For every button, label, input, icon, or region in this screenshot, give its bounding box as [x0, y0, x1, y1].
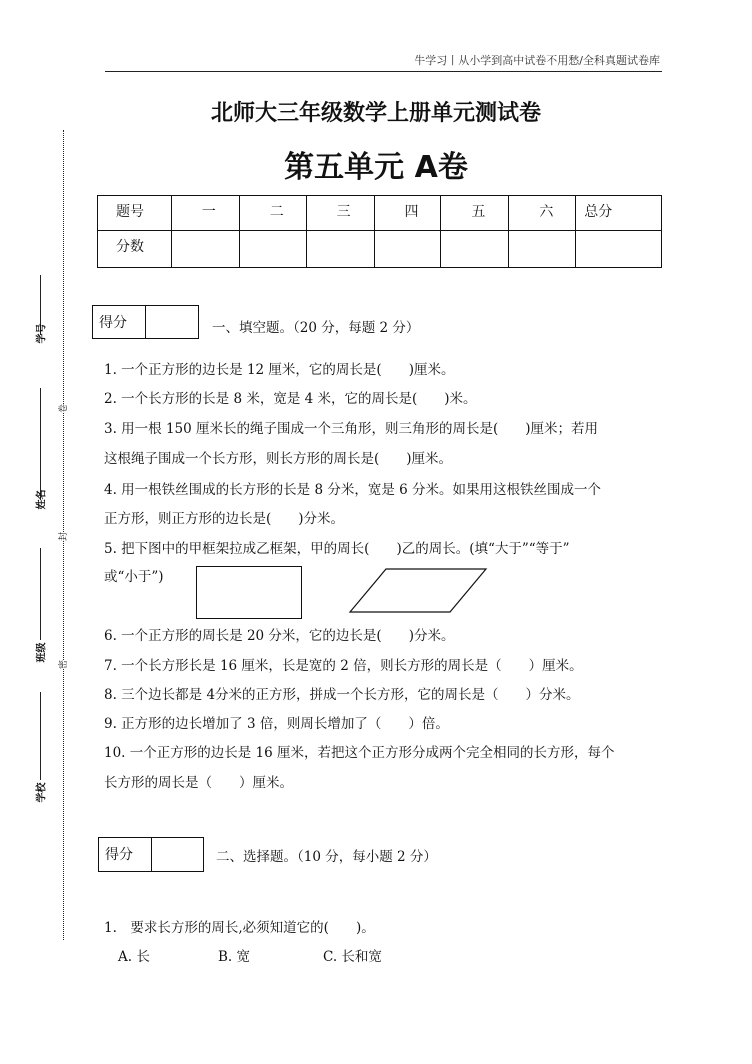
question-line: 正方形，则正方形的边长是( )分米。 — [104, 511, 345, 527]
score-table-cell: 六 — [509, 196, 576, 231]
score-box-label: 得分 — [99, 838, 152, 871]
section-score-box — [92, 305, 199, 339]
option-a: A. 长 — [118, 949, 150, 965]
question-line: 1. 要求长方形的周长,必须知道它的( )。 — [104, 920, 375, 936]
option-b: B. 宽 — [218, 949, 251, 965]
question-line: 9. 正方形的边长增加了 3 倍，则周长增加了（ ）倍。 — [104, 716, 449, 732]
header-divider — [105, 71, 662, 72]
score-table-cell: 总分 — [576, 196, 662, 231]
question-line: 4. 用一根铁丝围成的长方形的长是 8 分米，宽是 6 分米。如果用这根铁丝围成一个 — [104, 482, 602, 498]
score-table-header-row — [98, 196, 662, 231]
school-label: 学校 — [36, 782, 48, 803]
score-table-score-row — [98, 231, 662, 268]
name-label: 姓名 — [36, 489, 48, 510]
option-c: C. 长和宽 — [323, 949, 382, 965]
score-table-cell: 三 — [306, 196, 374, 231]
section-title: 二、选择题。（10 分，每小题 2 分） — [216, 849, 437, 865]
score-blank-cell[interactable] — [441, 231, 509, 268]
score-box-blank[interactable] — [146, 306, 198, 338]
question-line: 这根绳子围成一个长方形，则长方形的周长是( )厘米。 — [104, 451, 453, 467]
question-line: 10. 一个正方形的边长是 16 厘米，若把这个正方形分成两个完全相同的长方形，每个 — [104, 745, 615, 761]
score-blank-cell[interactable] — [509, 231, 576, 268]
seal-char: 卷 — [56, 404, 69, 413]
score-table-cell: 题号 — [98, 196, 172, 231]
score-table-cell: 分数 — [98, 231, 172, 268]
class-label: 班级 — [36, 642, 48, 663]
score-blank-cell[interactable] — [171, 231, 239, 268]
score-blank-cell[interactable] — [374, 231, 441, 268]
seal-char: 封 — [56, 532, 69, 541]
question-line: 5. 把下图中的甲框架拉成乙框架，甲的周长( )乙的周长。(填“大于”“等于” — [104, 541, 570, 557]
score-table-cell: 五 — [441, 196, 509, 231]
question-line: 8. 三个边长都是 4分米的正方形，拼成一个长方形，它的周长是（ ）分米。 — [104, 687, 580, 703]
header-text: 牛学习丨从小学到高中试卷不用愁/全科真题试卷库 — [414, 54, 660, 67]
question-line: 长方形的周长是（ ）厘米。 — [104, 775, 293, 791]
score-blank-cell[interactable] — [306, 231, 374, 268]
score-table — [97, 195, 662, 268]
score-table-cell: 四 — [374, 196, 441, 231]
class-line — [40, 548, 41, 640]
parallelogram-frame-figure — [348, 568, 488, 614]
rectangle-frame-figure — [196, 566, 302, 619]
score-blank-cell[interactable] — [239, 231, 306, 268]
question-line: 或“小于”) — [104, 569, 164, 585]
score-box-label: 得分 — [93, 306, 146, 338]
section-title: 一、填空题。（20 分，每题 2 分） — [212, 320, 420, 336]
score-table-cell: 一 — [171, 196, 239, 231]
question-line: 6. 一个正方形的周长是 20 分米，它的边长是( )分米。 — [104, 628, 455, 644]
name-line — [40, 388, 41, 500]
score-table-cell: 二 — [239, 196, 306, 231]
section-score-box — [98, 837, 204, 872]
question-line: 7. 一个长方形长是 16 厘米，长是宽的 2 倍，则长方形的周长是（ ）厘米。 — [104, 658, 583, 674]
page-title: 北师大三年级数学上册单元测试卷 — [210, 101, 541, 126]
unit-title: 第五单元 A卷 — [284, 150, 468, 185]
seal-char: 密 — [56, 660, 69, 669]
question-line: 2. 一个长方形的长是 8 米，宽是 4 米，它的周长是( )米。 — [104, 391, 477, 407]
question-line: 3. 用一根 150 厘米长的绳子围成一个三角形，则三角形的周长是( )厘米；若用 — [104, 421, 599, 437]
score-blank-cell[interactable] — [576, 231, 662, 268]
question-line: 1. 一个正方形的边长是 12 厘米，它的周长是( )厘米。 — [104, 362, 455, 378]
student-id-label: 学号 — [36, 323, 48, 344]
score-box-blank[interactable] — [152, 838, 203, 871]
school-line — [40, 692, 41, 780]
